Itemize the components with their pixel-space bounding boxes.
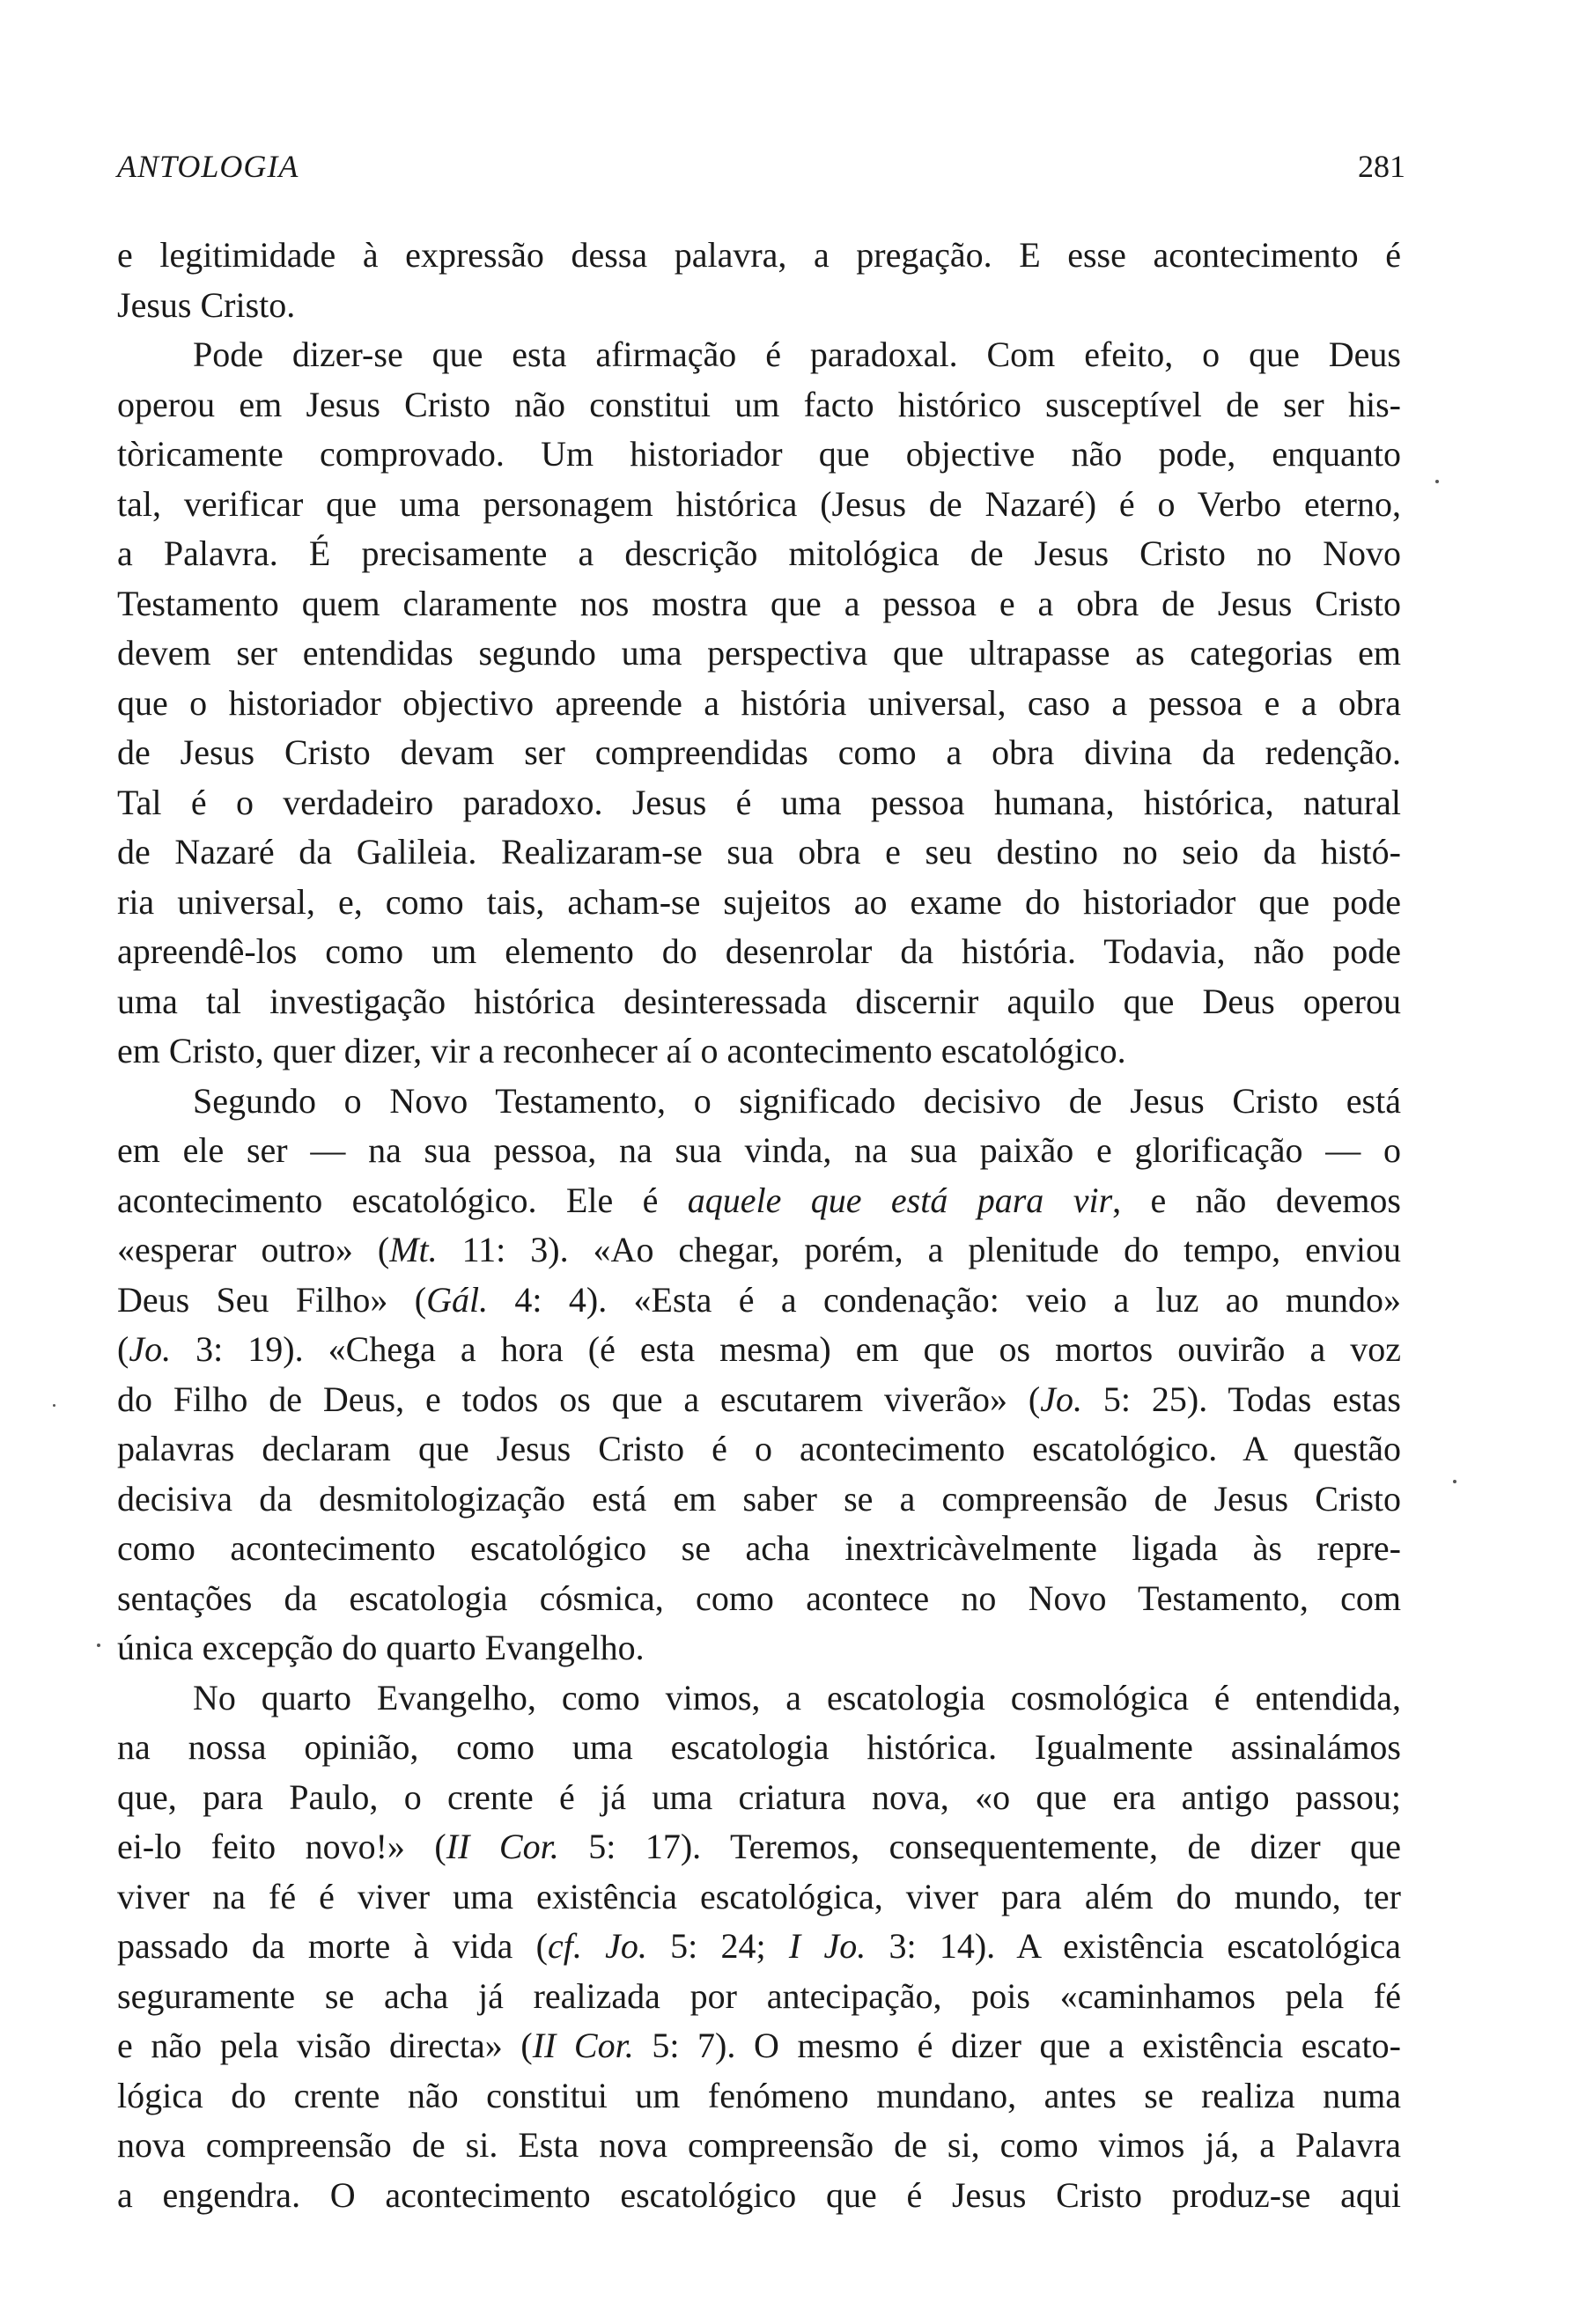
text-line: de Jesus Cristo devam ser compreendidas como a obra divina da redenção. <box>117 732 1401 772</box>
text-line: que o historiador objectivo apreende a história universal, caso a pessoa e a obra <box>117 682 1401 723</box>
text-line: apreendê-los como um elemento do desenrolar da história. Todavia, não pode <box>117 931 1401 971</box>
text-line: «esperar outro» (Mt. 11: 3). «Ao chegar, porém, a plenitude do tempo, enviou <box>117 1230 1401 1269</box>
text-line: que, para Paulo, o crente é já uma criatura nova, «o que era antigo passou; <box>117 1776 1401 1817</box>
text-line: passado da morte à vida (cf. Jo. 5: 24; I Jo. 3: 14). A existência escatológica <box>117 1926 1402 1966</box>
text-line: Testamento quem claramente nos mostra que a pessoa e a obra de Jesus Cristo <box>117 583 1401 623</box>
text-line: em Cristo, quer dizer, vir a reconhecer aí o acontecimento escatológico. <box>117 1031 1126 1070</box>
text-line: em ele ser — na sua pessoa, na sua vinda, na sua paixão e glorificação — o <box>117 1130 1401 1170</box>
text-line: do Filho de Deus, e todos os que a escutarem viverão» (Jo. 5: 25). Todas estas <box>117 1379 1401 1419</box>
text-line: a Palavra. É precisamente a descrição mitológica de Jesus Cristo no Novo <box>117 533 1401 573</box>
body-text <box>117 231 1401 2220</box>
text-line: viver na fé é viver uma existência escatológica, viver para além do mundo, ter <box>117 1876 1401 1916</box>
text-line: ria universal, e, como tais, acham-se sujeitos ao exame do historiador que pode <box>117 881 1401 922</box>
text-line: uma tal investigação histórica desinteressada discernir aquilo que Deus operou <box>117 981 1401 1021</box>
text-line: Pode dizer-se que esta afirmação é paradoxal. Com efeito, o que Deus <box>193 335 1401 374</box>
text-line: Deus Seu Filho» (Gál. 4: 4). «Esta é a condenação: veio a luz ao mundo» <box>117 1279 1402 1320</box>
text-line: (Jo. 3: 19). «Chega a hora (é esta mesma) em que os mortos ouvirão a voz <box>117 1329 1401 1369</box>
text-line: sentações da escatologia cósmica, como acontece no Novo Testamento, com <box>117 1578 1401 1618</box>
text-line: nova compreensão de si. Esta nova compreensão de si, como vimos já, a Palavra <box>117 2125 1401 2165</box>
text-line: acontecimento escatológico. Ele é aquele que está para vir, e não devemos <box>117 1180 1402 1220</box>
text-line: Jesus Cristo. <box>117 284 296 325</box>
text-line: No quarto Evangelho, como vimos, a escatologia cosmológica é entendida, <box>193 1677 1401 1717</box>
text-line: única excepção do quarto Evangelho. <box>117 1628 645 1667</box>
text-line: a engendra. O acontecimento escatológico que é Jesus Cristo produz-se aqui <box>117 2174 1401 2215</box>
text-line: decisiva da desmitologização está em saber se a compreensão de Jesus Cristo <box>117 1478 1401 1519</box>
text-line: tòricamente comprovado. Um historiador que objective não pode, enquanto <box>117 434 1401 474</box>
text-line: na nossa opinião, como uma escatologia histórica. Igualmente assinalámos <box>117 1727 1401 1767</box>
text-line: como acontecimento escatológico se acha inextricàvelmente ligada às repre- <box>117 1528 1401 1568</box>
text-line: seguramente se acha já realizada por antecipação, pois «caminhamos pela fé <box>117 1975 1401 2016</box>
text-line: de Nazaré da Galileia. Realizaram-se sua obra e seu destino no seio da histó- <box>117 832 1401 872</box>
scan-speck <box>1435 480 1439 483</box>
text-line: tal, verificar que uma personagem histórica (Jesus de Nazaré) é o Verbo eterno, <box>117 483 1401 524</box>
running-title: ANTOLOGIA <box>117 149 299 184</box>
text-line: operou em Jesus Cristo não constitui um facto histórico susceptível de ser his- <box>117 384 1401 424</box>
text-line: devem ser entendidas segundo uma perspectiva que ultrapasse as categorias em <box>117 633 1401 673</box>
text-line: lógica do crente não constitui um fenómeno mundano, antes se realiza numa <box>117 2075 1401 2115</box>
text-line: Tal é o verdadeiro paradoxo. Jesus é uma pessoa humana, histórica, natural <box>117 782 1401 822</box>
page-number: 281 <box>1358 149 1405 184</box>
scan-speck <box>97 1644 100 1647</box>
scan-speck <box>1453 1480 1456 1483</box>
text-line: ei-lo feito novo!» (II Cor. 5: 17). Teremos, consequentemente, de dizer que <box>117 1827 1402 1866</box>
text-line: e legitimidade à expressão dessa palavra, a pregação. E esse acontecimento é <box>117 235 1401 275</box>
text-line: e não pela visão directa» (II Cor. 5: 7). O mesmo é dizer que a existência escato- <box>117 2026 1401 2065</box>
text-line: palavras declaram que Jesus Cristo é o acontecimento escatológico. A questão <box>117 1429 1401 1468</box>
scan-speck <box>53 1404 55 1407</box>
text-line: Segundo o Novo Testamento, o significado decisivo de Jesus Cristo está <box>193 1080 1401 1121</box>
